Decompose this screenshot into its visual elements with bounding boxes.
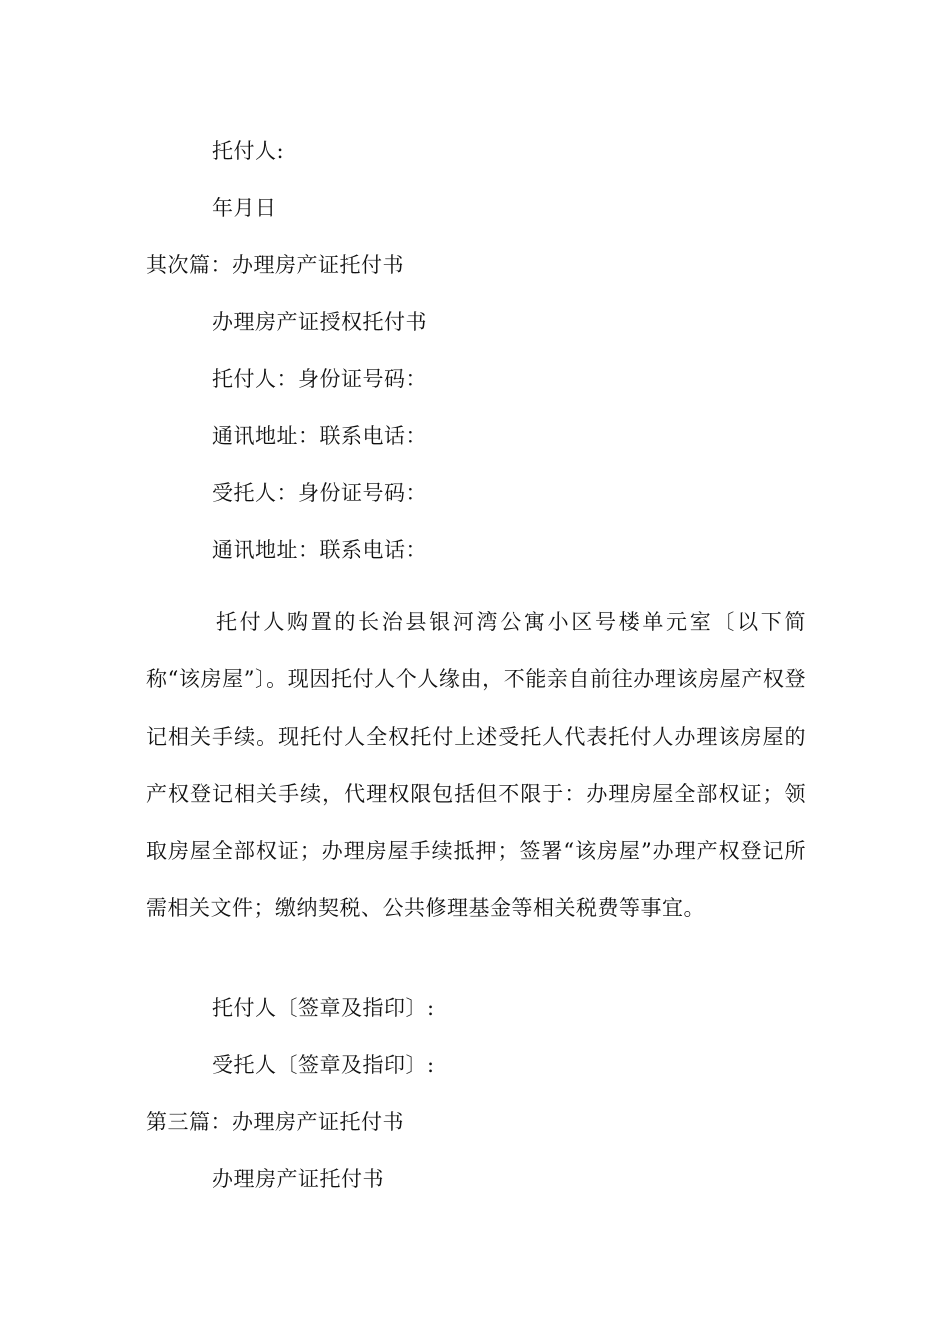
entrustor-id-field: 托付人：身份证号码： (212, 367, 427, 391)
entrustor-contact-field: 通讯地址：联系电话： (212, 424, 427, 448)
trustee-contact-field: 通讯地址：联系电话： (212, 538, 427, 562)
date-label: 年月日 (212, 196, 277, 220)
entrustor-label: 托付人: (212, 139, 285, 163)
authorization-body: 托付人购置的长治县银河湾公寓小区号楼单元室〔以下简称“该房屋”〕。现因托付人个人缘由，不能亲自前往办理该房屋产权登记相关手续。现托付人全权托付上述受托人代表托付人办理该房屋的产权登记相关手续，代理权限包括但不限于：办理房屋全部权证；领取房屋全部权证；办理房屋手续抵押；签署“该房屋”办理产权登记所需相关文件；缴纳契税、公共修理基金等相关税费等事宜。 (146, 610, 806, 921)
trustee-signature-line: 受托人〔签章及指印〕: (212, 1053, 435, 1077)
section3-title: 办理房产证托付书 (212, 1167, 384, 1191)
section2-title: 办理房产证授权托付书 (212, 310, 427, 334)
section-heading-3: 第三篇：办理房产证托付书 (146, 1110, 404, 1134)
entrustor-signature-line: 托付人〔签章及指印〕: (212, 996, 435, 1020)
section-heading-2: 其次篇：办理房产证托付书 (146, 253, 404, 277)
trustee-id-field: 受托人：身份证号码： (212, 481, 427, 505)
